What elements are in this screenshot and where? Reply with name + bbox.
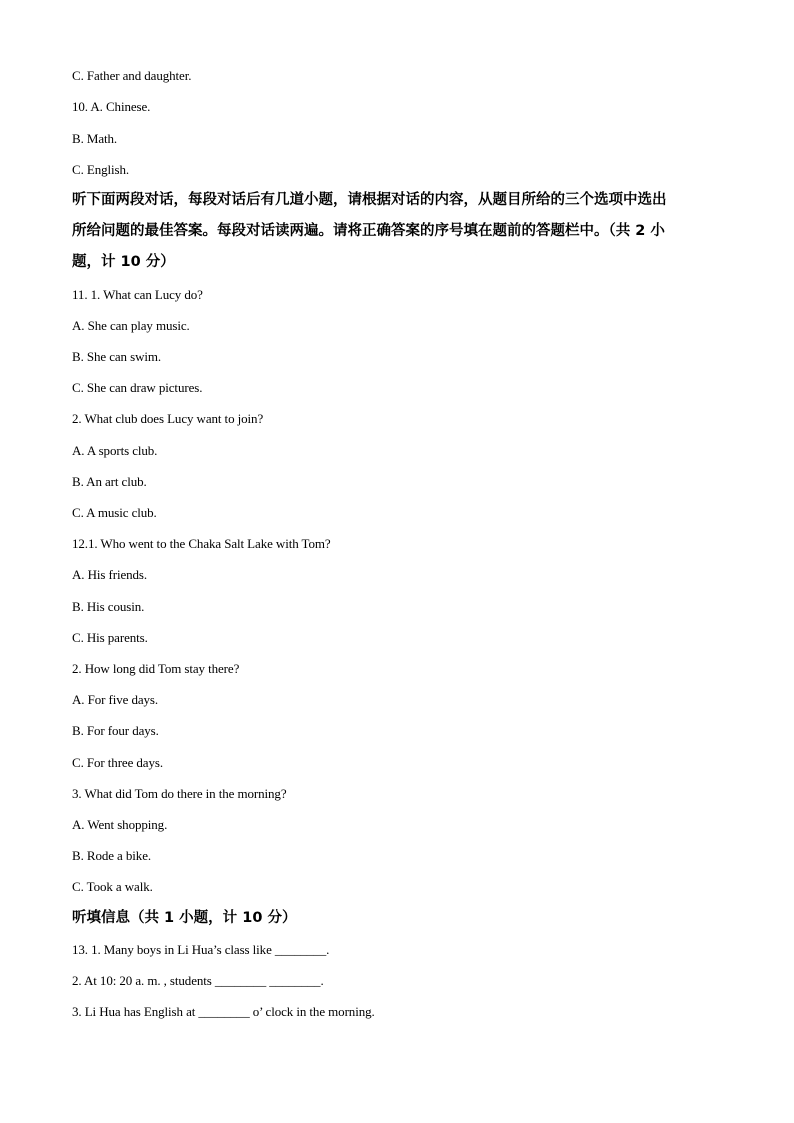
fill-in-line: 2. At 10: 20 a. m. , students ________ ________. xyxy=(72,973,324,988)
option-line: A. Went shopping. xyxy=(72,817,168,832)
option-line: B. Rode a bike. xyxy=(72,848,152,863)
option-line: C. For three days. xyxy=(72,755,163,770)
section-heading-line: 题，计 10 分） xyxy=(72,254,175,270)
sub-question-line: 2. How long did Tom stay there? xyxy=(72,661,240,676)
section-heading-line: 听填信息（共 1 小题，计 10 分） xyxy=(72,910,297,926)
option-line: C. His parents. xyxy=(72,630,148,645)
question-13-line: 13. 1. Many boys in Li Hua’s class like ________. xyxy=(72,942,330,957)
option-line: A. A sports club. xyxy=(72,443,158,458)
option-line: B. An art club. xyxy=(72,474,147,489)
fill-in-line: 3. Li Hua has English at ________ o’ clock in the morning. xyxy=(72,1004,375,1019)
sub-question-line: 2. What club does Lucy want to join? xyxy=(72,411,264,426)
section-heading-line: 听下面两段对话，每段对话后有几道小题，请根据对话的内容，从题目所给的三个选项中选出 xyxy=(72,192,667,208)
option-line: B. For four days. xyxy=(72,723,159,738)
question-12-line: 12.1. Who went to the Chaka Salt Lake with Tom? xyxy=(72,536,331,551)
section-heading-line: 所给问题的最佳答案。每段对话读两遍。请将正确答案的序号填在题前的答题栏中。（共 2 小 xyxy=(72,223,665,239)
question-11-line: 11. 1. What can Lucy do? xyxy=(72,287,203,302)
option-line: A. His friends. xyxy=(72,567,148,582)
option-line: B. His cousin. xyxy=(72,599,145,614)
option-c-line: C. Father and daughter. xyxy=(72,68,192,83)
option-line: C. A music club. xyxy=(72,505,157,520)
option-b-line: B. Math. xyxy=(72,131,118,146)
option-line: A. For five days. xyxy=(72,692,159,707)
question-10-line: 10. A. Chinese. xyxy=(72,99,151,114)
option-line: C. She can draw pictures. xyxy=(72,380,203,395)
option-line: A. She can play music. xyxy=(72,318,190,333)
option-line: B. She can swim. xyxy=(72,349,162,364)
sub-question-line: 3. What did Tom do there in the morning? xyxy=(72,786,287,801)
option-line: C. Took a walk. xyxy=(72,879,153,894)
option-c-line: C. English. xyxy=(72,162,130,177)
